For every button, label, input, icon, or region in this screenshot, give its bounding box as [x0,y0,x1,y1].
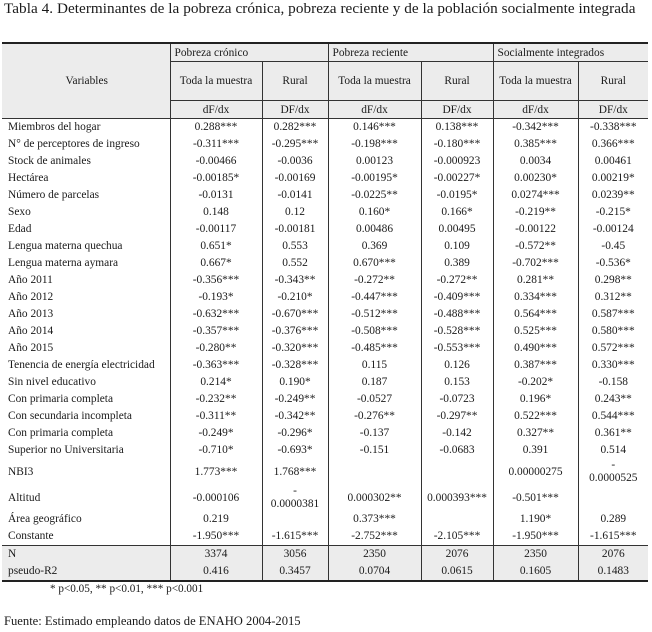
variable-name: Año 2011 [8,274,53,286]
coefficient-cell: 0.391 [493,442,578,459]
coefficient-cell: 0.148 [170,204,262,221]
coefficient-cell: -0.000106 [170,485,262,511]
coefficient-cell: -0.488*** [421,306,493,323]
coefficient-cell: -0.219** [493,204,578,221]
coefficient-cell: 0.288*** [170,119,262,137]
coefficient-cell: 0.0274*** [493,187,578,204]
coefficient-cell: -0.363*** [170,357,262,374]
coefficient-cell: -0.528*** [421,323,493,340]
coefficient-cell: 0.000393*** [421,485,493,511]
variable-name: Sin nivel educativo [8,376,96,388]
table-row [2,255,648,272]
coefficient-cell: -0.297** [421,408,493,425]
coefficient-cell: -0.409*** [421,289,493,306]
coefficient-cell: 2350 [493,546,578,564]
variable-name: Área geográfico [8,513,82,525]
table-row [2,391,648,408]
coefficient-cell: -0.311*** [170,136,262,153]
coefficient-cell: 0.366*** [578,136,648,153]
coefficient-cell: -0.632*** [170,306,262,323]
variable-name: Lengua materna aymara [8,257,119,269]
coefficient-cell: 0.146*** [328,119,421,137]
coefficient-cell: 0.12 [262,204,328,221]
table-row [2,511,648,528]
variable-name: Número de parcelas [8,189,100,201]
coefficient-cell: -0.249* [170,425,262,442]
coefficient-cell: -0.0683 [421,442,493,459]
coefficient-cell [328,459,421,485]
variable-name: Año 2015 [8,342,54,354]
table-row [2,340,648,357]
coefficient-cell: 0.572*** [578,340,648,357]
subcol-header: Toda la muestra [328,62,421,101]
variable-name: Tenencia de energía electricidad [8,359,155,371]
coefficient-cell: 0.522*** [493,408,578,425]
source-note: Fuente: Estimado empleando datos de ENAHO 2004-2015 [4,614,301,628]
coefficient-cell: -0.0131 [170,187,262,204]
coefficient-cell: 0.361** [578,425,648,442]
subcol-header: Rural [262,62,328,101]
coefficient-cell: -1.615*** [262,528,328,546]
coefficient-cell: 0.187 [328,374,421,391]
coefficient-cell [262,485,328,511]
coefficient-cell: 0.243** [578,391,648,408]
table-row [2,204,648,221]
derivative-header: DF/dx [578,101,648,119]
table-row [2,170,648,187]
coefficient-cell: -0.00117 [170,221,262,238]
coefficient-cell: 0.1605 [493,563,578,581]
coefficient-cell: -0.508*** [328,323,421,340]
coefficient-cell: 0.153 [421,374,493,391]
coefficient-cell: -0.272** [328,272,421,289]
coefficient-cell: 0.312** [578,289,648,306]
variable-name: Con primaria completa [8,427,114,439]
coefficient-cell: 2076 [421,546,493,564]
coefficient-cell: 0.587*** [578,306,648,323]
variable-name: Sexo [8,206,31,218]
coefficient-cell: -0.00185* [170,170,262,187]
coefficient-cell: 2076 [578,546,648,564]
table-row [2,374,648,391]
coefficient-cell: -0.202* [493,374,578,391]
coefficient-cell: -2.105*** [421,528,493,546]
coefficient-cell: -0.45 [578,238,648,255]
coefficient-cell: 0.219 [170,511,262,528]
group-header-socialmente-integrados: Socialmente integrados [493,43,648,62]
coefficient-cell: -0.272** [421,272,493,289]
variable-name: Miembros del hogar [8,121,101,133]
coefficient-cell: 0.580*** [578,323,648,340]
coefficient-cell: 0.0615 [421,563,493,581]
coefficient-part: 0.0000525 [589,472,638,484]
coefficient-cell: -0.0527 [328,391,421,408]
coefficient-cell: 0.281** [493,272,578,289]
coefficient-cell: 1.190* [493,511,578,528]
coefficient-cell: 0.544*** [578,408,648,425]
table-row [2,459,648,485]
coefficient-cell: 0.109 [421,238,493,255]
coefficient-cell: 0.000302** [328,485,421,511]
coefficient-cell: -0.215* [578,204,648,221]
coefficient-cell: -0.338*** [578,119,648,137]
coefficient-rows [2,119,648,546]
coefficient-cell: 0.138*** [421,119,493,137]
table-row [2,187,648,204]
coefficient-cell: 0.196* [493,391,578,408]
coefficient-cell: 0.385*** [493,136,578,153]
table-row [2,563,648,581]
coefficient-cell: 0.115 [328,357,421,374]
coefficient-cell: -0.0723 [421,391,493,408]
coefficient-cell: 0.0034 [493,153,578,170]
coefficient-cell: -0.158 [578,374,648,391]
coefficient-cell: 0.0704 [328,563,421,581]
coefficient-cell: 0.553 [262,238,328,255]
coefficient-cell: -0.536* [578,255,648,272]
coefficient-cell: 0.282*** [262,119,328,137]
coefficient-cell: -0.151 [328,442,421,459]
table-row [2,357,648,374]
table-row [2,136,648,153]
coefficient-cell: 1.773*** [170,459,262,485]
variable-name: N° de perceptores de ingreso [8,138,140,150]
variable-name: NBI3 [8,465,34,478]
table-row [2,485,648,511]
derivative-header: dF/dx [328,101,421,119]
coefficient-cell: -0.320*** [262,340,328,357]
coefficient-cell: 0.369 [328,238,421,255]
coefficient-cell: 0.126 [421,357,493,374]
coefficient-cell: -0.00124 [578,221,648,238]
coefficient-cell: -0.376*** [262,323,328,340]
coefficient-cell: 0.00486 [328,221,421,238]
coefficient-cell: -0.276** [328,408,421,425]
coefficient-cell: -0.142 [421,425,493,442]
coefficient-cell: 0.214* [170,374,262,391]
coefficient-cell: 0.667* [170,255,262,272]
table-row [2,272,648,289]
coefficient-cell [578,485,648,511]
variables-header: Variables [2,43,170,119]
coefficient-cell: 0.00230* [493,170,578,187]
coefficient-cell: -0.000923 [421,153,493,170]
coefficient-cell: -0.357*** [170,323,262,340]
coefficient-cell: -0.296* [262,425,328,442]
variable-name: Con primaria completa [8,393,114,405]
coefficient-cell: -0.193* [170,289,262,306]
coefficient-cell: 0.3457 [262,563,328,581]
coefficient-cell: 0.373*** [328,511,421,528]
summary-rows [2,546,648,582]
coefficient-cell: -0.180*** [421,136,493,153]
coefficient-cell: -0.572** [493,238,578,255]
coefficient-cell: -0.232** [170,391,262,408]
table-row [2,528,648,546]
coefficient-cell: 0.00461 [578,153,648,170]
coefficient-cell: -1.615*** [578,528,648,546]
coefficient-cell: 0.387*** [493,357,578,374]
coefficient-cell: -0.280** [170,340,262,357]
derivative-header: DF/dx [421,101,493,119]
coefficient-cell: -0.693* [262,442,328,459]
coefficient-cell [578,459,648,485]
coefficient-cell: 1.768*** [262,459,328,485]
coefficient-cell: -0.670*** [262,306,328,323]
subcol-header: Rural [578,62,648,101]
coefficient-cell: -0.00227* [421,170,493,187]
coefficient-cell: -0.137 [328,425,421,442]
variable-name: Año 2013 [8,308,54,320]
coefficient-cell: -0.501*** [493,485,578,511]
coefficient-cell: 3374 [170,546,262,564]
coefficient-cell: 0.416 [170,563,262,581]
coefficient-cell: 0.1483 [578,563,648,581]
variable-name: Año 2012 [8,291,54,303]
table-row [2,408,648,425]
regression-table [2,42,648,597]
coefficient-cell: 0.00123 [328,153,421,170]
coefficient-cell [421,511,493,528]
coefficient-cell: -0.249** [262,391,328,408]
variable-name: Stock de animales [8,155,91,167]
coefficient-cell: -0.447*** [328,289,421,306]
coefficient-cell: 0.0239** [578,187,648,204]
table-row [2,442,648,459]
table-row [2,323,648,340]
coefficient-cell: -0.0141 [262,187,328,204]
group-header-pobreza-cronico: Pobreza crónico [170,43,328,62]
subcol-header: Toda la muestra [170,62,262,101]
coefficient-cell: 0.166* [421,204,493,221]
coefficient-cell: -0.311** [170,408,262,425]
coefficient-cell: -0.710* [170,442,262,459]
table-row [2,289,648,306]
derivative-header: dF/dx [170,101,262,119]
coefficient-cell: -0.512*** [328,306,421,323]
coefficient-cell: -1.950*** [170,528,262,546]
coefficient-cell: 0.289 [578,511,648,528]
table-row [2,306,648,323]
coefficient-cell: 0.490*** [493,340,578,357]
subcol-header: Rural [421,62,493,101]
coefficient-cell: 0.552 [262,255,328,272]
coefficient-cell: 0.525*** [493,323,578,340]
significance-note: * p<0.05, ** p<0.01, *** p<0.001 [50,583,204,595]
coefficient-cell [262,511,328,528]
coefficient-cell: 0.334*** [493,289,578,306]
coefficient-cell [421,459,493,485]
coefficient-part: 0.0000381 [270,498,320,510]
variable-name: Constante [8,530,54,542]
coefficient-cell: 0.00495 [421,221,493,238]
coefficient-cell: 0.389 [421,255,493,272]
table-row [2,153,648,170]
table-row [2,425,648,442]
coefficient-cell: 2350 [328,546,421,564]
table-row [2,546,648,564]
coefficient-cell: 0.330*** [578,357,648,374]
variable-name: Hectárea [8,172,49,184]
derivative-header: dF/dx [493,101,578,119]
coefficient-cell: -0.00169 [262,170,328,187]
variable-name: Altitud [8,491,41,504]
coefficient-cell: -0.328*** [262,357,328,374]
coefficient-cell: -0.00466 [170,153,262,170]
coefficient-cell: 0.00000275 [493,459,578,485]
coefficient-cell: -2.752*** [328,528,421,546]
coefficient-cell: -0.00195* [328,170,421,187]
coefficient-cell: -0.0195* [421,187,493,204]
coefficient-cell: 0.564*** [493,306,578,323]
coefficient-cell: 0.327** [493,425,578,442]
coefficient-part: - [611,459,616,471]
coefficient-cell: 0.160* [328,204,421,221]
coefficient-cell: 0.190* [262,374,328,391]
coefficient-cell: -0.343** [262,272,328,289]
derivative-header: DF/dx [262,101,328,119]
variable-name: Edad [8,223,32,235]
coefficient-cell: -0.553*** [421,340,493,357]
coefficient-cell: 3056 [262,546,328,564]
variable-name: Año 2014 [8,325,54,337]
coefficient-cell: 0.298** [578,272,648,289]
coefficient-cell: 0.651* [170,238,262,255]
variable-name: Con secundaria incompleta [8,410,132,422]
group-header-pobreza-reciente: Pobreza reciente [328,43,493,62]
variable-name: pseudo-R2 [2,563,170,581]
variable-name: N [2,546,170,564]
coefficient-cell: -0.00122 [493,221,578,238]
coefficient-cell: -0.210* [262,289,328,306]
table-row [2,238,648,255]
coefficient-cell: -0.00181 [262,221,328,238]
coefficient-cell: -0.295*** [262,136,328,153]
coefficient-cell: -0.0036 [262,153,328,170]
table-row [2,221,648,238]
variable-name: Lengua materna quechua [8,240,123,252]
coefficient-cell: -0.702*** [493,255,578,272]
coefficient-cell: -0.342*** [493,119,578,137]
coefficient-cell: -0.485*** [328,340,421,357]
table-row [2,119,648,137]
coefficient-cell: -1.950*** [493,528,578,546]
coefficient-cell: -0.342** [262,408,328,425]
coefficient-cell: -0.198*** [328,136,421,153]
coefficient-cell: 0.670*** [328,255,421,272]
coefficient-cell: -0.356*** [170,272,262,289]
coefficient-cell: -0.0225** [328,187,421,204]
table-title: Tabla 4. Determinantes de la pobreza crónica, pobreza reciente y de la población socialmente integrada [4,0,636,17]
coefficient-cell: 0.514 [578,442,648,459]
coefficient-cell: 0.00219* [578,170,648,187]
subcol-header: Toda la muestra [493,62,578,101]
variable-name: Superior no Universitaria [8,444,124,456]
coefficient-part: - [293,485,297,497]
